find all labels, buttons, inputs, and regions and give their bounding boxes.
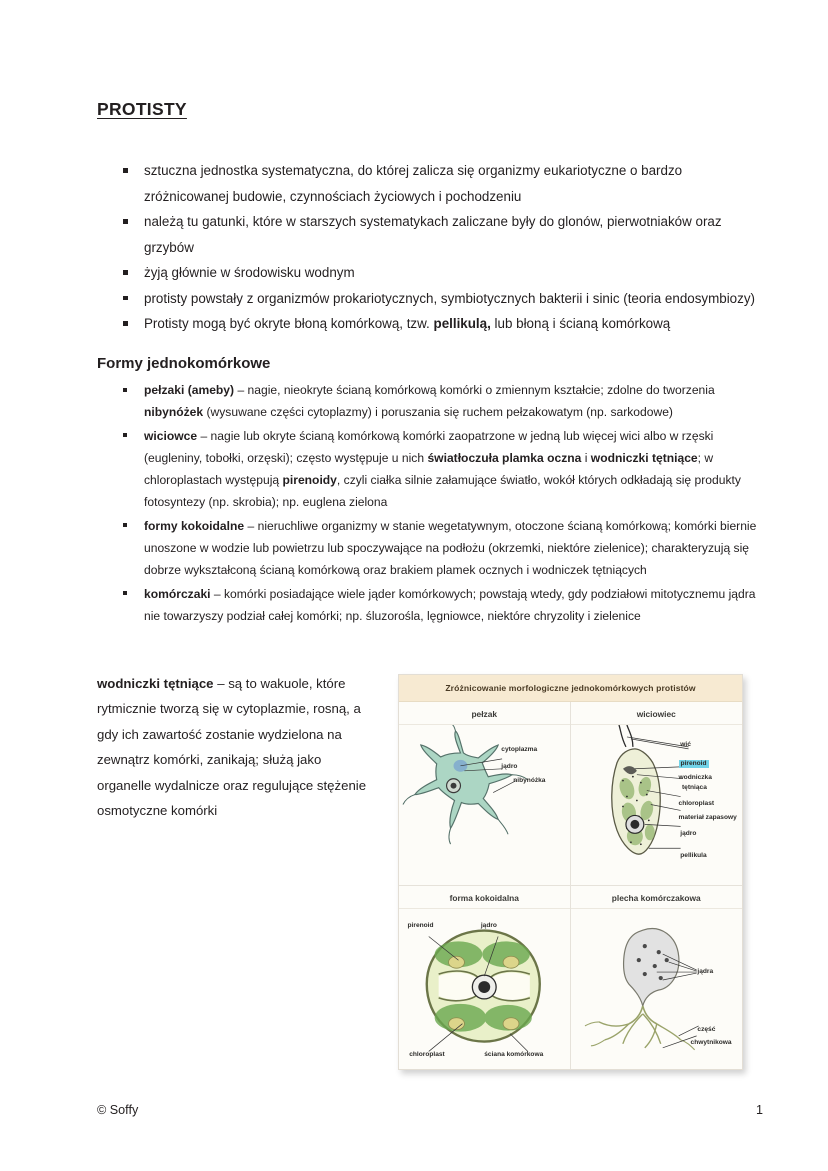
diagram-label-chwytnikowa: chwytnikowa	[690, 1038, 732, 1046]
term-label: formy kokoidalne	[144, 518, 245, 533]
diagram-label-jadra: jądra	[697, 968, 714, 976]
quadrant-diagram-coenocyte	[571, 909, 743, 1069]
intro-bullet-list	[122, 158, 762, 337]
list-item: sztuczna jednostka systematyczna, do której zalicza się organizmy eukariotyczne o bardzo zróżnicowanej budowie, czynnościach życiowych i pochodzeniu	[122, 158, 762, 209]
term-label: pełzaki (ameby)	[144, 383, 235, 397]
footer-copyright: © Soffy	[97, 1103, 139, 1117]
text-part: , czyli ciałka silnie załamujące światło, wokół których odkładają się produkty fotosyntezy (np. skrobia); np. euglena zielona	[144, 473, 741, 510]
quadrant-diagram-coccoid	[399, 909, 570, 1069]
diagram-label-pirenoid: pirenoid	[680, 759, 707, 767]
flagellate-svg	[571, 725, 743, 884]
quadrant-label: wiciowiec	[571, 702, 743, 725]
amoeba-svg	[399, 725, 570, 884]
diagram-label-pirenoid: pirenoid	[407, 921, 434, 929]
figure-caption: Zróżnicowanie morfologiczne jednokomórkowych protistów	[399, 675, 742, 702]
text-bold: pellikulą,	[433, 316, 491, 331]
diagram-label-pellikula: pellikula	[680, 852, 707, 860]
diagram-label-jadro: jądro	[501, 763, 518, 771]
figure-quadrant-forma-kokoidalna	[399, 886, 571, 1070]
quadrant-diagram-flagellate	[571, 725, 743, 884]
diagram-label-nibynozka: nibynóżka	[513, 777, 546, 785]
list-item: żyją głównie w środowisku wodnym	[122, 260, 762, 286]
section-heading: Formy jednokomórkowe	[97, 355, 271, 372]
text-part: i	[581, 450, 591, 465]
diagram-label-chloroplast: chloroplast	[678, 799, 715, 807]
text-part: – komórki posiadające wiele jąder komórkowych; powstają wtedy, gdy podziałowi mitotycznemu jądra nie towarzyszy podział całej komórki; np. śluzorośla, lęgniowce, niektóre chryzolity i zielenice	[144, 586, 756, 623]
text-part: ; w chloroplastach występują	[144, 450, 714, 488]
text-part: – nagie, nieokryte ścianą komórkową komórki o zmiennym kształcie; zdolne do tworzenia	[234, 383, 715, 397]
text-part: – są to wakuole, które rytmicznie tworzą się w cytoplazmie, rosną, a gdy ich zawartość zostanie wydzielona na zewnątrz komórki, zanikają; służą jako organelle wydalnicze oraz regulujące stężenie osmotyczne komórki	[97, 676, 367, 819]
diagram-label-sciana-komorkowa: ściana komórkowa	[484, 1051, 544, 1059]
list-item	[122, 379, 772, 424]
text-part: (wysuwane części cytoplazmy) i poruszania się ruchem pełzakowatym (np. sarkodowe)	[203, 405, 673, 420]
figure-quadrant-plecha-komorczakowa	[571, 886, 743, 1070]
text-part: – nagie lub okryte ścianą komórkową komórki zaopatrzone w jedną lub więcej wici albo w rzęski (eugleniny, tobołki, orzęski); często występuje u nich	[144, 428, 714, 465]
text-bold: światłoczuła plamka oczna	[427, 450, 582, 465]
forms-bullet-list	[122, 379, 772, 628]
list-item: protisty powstały z organizmów prokariotycznych, symbiotycznych bakterii i sinic (teoria endosymbiozy)	[122, 286, 762, 312]
diagram-label-czesc: część	[697, 1025, 716, 1033]
coccoid-svg	[399, 909, 570, 1069]
quadrant-label: plecha komórczakowa	[571, 886, 743, 909]
quadrant-diagram-amoeba	[399, 725, 570, 884]
text-part: Protisty mogą być okryte błoną komórkową, tzw.	[144, 316, 434, 331]
diagram-label-wodniczka: wodniczka	[678, 774, 712, 782]
figure-protist-morphology	[398, 674, 743, 1070]
term-label: wiciowce	[144, 428, 198, 443]
text-part: lub błoną i ścianą komórkową	[490, 316, 671, 331]
footer-page-number: 1	[756, 1103, 764, 1117]
page-title: PROTISTY	[97, 99, 187, 119]
diagram-label-material-zapasowy: materiał zapasowy	[678, 814, 737, 822]
list-item: należą tu gatunki, które w starszych systematykach zaliczane były do glonów, pierwotniaków oraz grzybów	[122, 209, 762, 260]
diagram-label-jadro: jądro	[680, 829, 697, 837]
figure-quadrant-grid	[399, 702, 742, 1070]
figure-quadrant-pelzak	[399, 702, 571, 886]
diagram-label-cytoplazma: cytoplazma	[501, 745, 538, 753]
figure-quadrant-wiciowiec	[571, 702, 743, 886]
text-bold: nibynóżek	[144, 405, 204, 420]
list-item	[122, 515, 772, 582]
text-bold: wodniczki tętniące	[590, 450, 698, 465]
diagram-label-chloroplast: chloroplast	[409, 1051, 445, 1059]
text-bold: pirenoidy	[282, 473, 337, 488]
diagram-label-tetniaca: tętniąca	[681, 783, 707, 791]
text-part: – nieruchliwe organizmy w stanie wegetatywnym, otoczone ścianą komórkową; komórki biernie unoszone w wodzie lub powietrzu lub spoczywające na podłożu (okrzemki, niektóre zielenice); charakteryzują się dobrze wykształconą ścianą komórkową oraz brakiem plamek ocznych i wodniczek tętniących	[144, 518, 757, 578]
list-item	[122, 425, 772, 514]
quadrant-label: pełzak	[399, 702, 570, 725]
term-label: komórczaki	[144, 586, 211, 601]
diagram-label-jadro: jądro	[480, 921, 497, 929]
side-paragraph	[97, 671, 373, 823]
diagram-label-wic: wić	[680, 740, 691, 748]
list-item	[122, 583, 772, 628]
quadrant-label: forma kokoidalna	[399, 886, 570, 909]
list-item	[122, 311, 762, 337]
term-label: wodniczki tętniące	[97, 676, 214, 691]
